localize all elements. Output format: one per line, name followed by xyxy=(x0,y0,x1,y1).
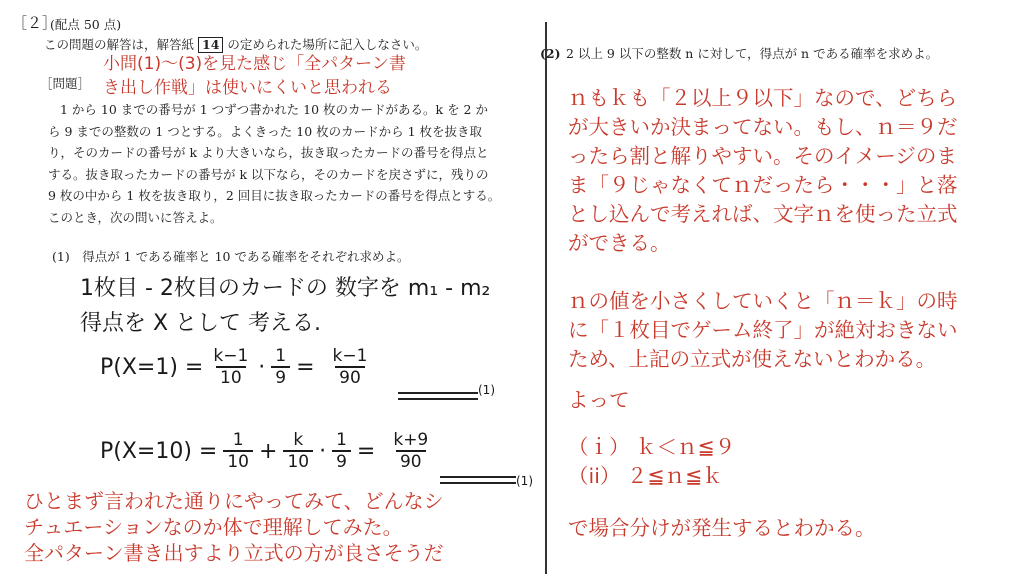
problem-line: する。抜き取ったカードの番号が k 以下なら，そのカードを戻さずに，残りの xyxy=(48,166,489,182)
problem-line: 1 から 10 までの番号が 1 つずつ書かれた 10 枚のカードがある。k を 2 か xyxy=(60,102,488,117)
right-para1-line: ができる。 xyxy=(568,231,671,255)
eq1-dot: · xyxy=(258,354,266,380)
eq1-frac2 xyxy=(271,346,290,388)
hand-line-2: 得点を X として 考える. xyxy=(80,311,322,336)
right-para1-line: ったら割と解りやすい。そのイメージのま xyxy=(568,144,957,168)
instruction-post: の定められた場所に記入しなさい。 xyxy=(227,37,428,52)
eq2-result xyxy=(389,430,432,472)
answer-sheet-number: 14 xyxy=(198,37,223,53)
eq2-tag: (1) xyxy=(516,474,533,488)
eq1-result xyxy=(329,346,372,388)
eq2-frac1 xyxy=(223,430,253,472)
eq1-lhs: P(X=1) = xyxy=(100,354,204,380)
bottom-annotation-line: チュエーションなのか体で理解してみた。 xyxy=(24,515,403,539)
page-divider xyxy=(545,22,547,574)
eq2-frac1-den: 10 xyxy=(223,450,253,472)
problem-line: このとき，次の問いに答えよ。 xyxy=(48,209,223,225)
points-label: (配点 50 点) xyxy=(50,17,122,32)
right-para2-line: ため、上記の立式が使えないとわかる。 xyxy=(568,347,937,371)
bottom-annotation xyxy=(24,488,444,566)
eq1-frac1 xyxy=(209,346,252,388)
hand-line-1: 1枚目 - 2枚目のカードの 数字を m₁ - m₂ xyxy=(80,276,491,301)
right-para1-line: とし込んで考えれば、文字ｎを使った立式 xyxy=(568,202,958,226)
question-2: 2 以上 9 以下の整数 n に対して，得点が n である確率を求めよ。 xyxy=(566,46,939,61)
problem-number: ［２］ xyxy=(12,14,58,32)
eq2-frac3-den: 9 xyxy=(332,450,351,472)
problem-body xyxy=(48,99,500,228)
eq2-result-num: k+9 xyxy=(393,430,429,450)
bottom-annotation-line: ひとまず言われた通りにやってみて、どんなシ xyxy=(24,489,444,513)
right-para1-line: が大きいか決まってない。もし、ｎ＝９だ xyxy=(568,115,958,139)
right-para2-line: ｎの値を小さくしていくと「ｎ＝ｋ」の時 xyxy=(568,289,958,313)
eq2-result-den: 90 xyxy=(396,450,426,472)
eq2-equals: = xyxy=(356,438,376,464)
right-case-2: （ii） ２≦ｎ≦ｋ xyxy=(568,464,723,488)
problem-line: ら 9 までの整数の 1 つとする。よくきった 10 枚のカードから 1 枚を抜き取 xyxy=(48,123,483,139)
equation-p1 xyxy=(100,346,377,388)
eq2-answer-underline xyxy=(440,476,516,484)
eq2-frac2 xyxy=(283,430,313,472)
eq1-frac2-num: 1 xyxy=(275,346,287,366)
eq2-frac1-num: 1 xyxy=(232,430,244,450)
instruction-pre: この問題の解答は，解答紙 xyxy=(44,37,195,52)
right-para2-line: に「１枚目でゲーム終了」が絶対おきない xyxy=(568,318,958,342)
eq2-frac2-den: 10 xyxy=(283,450,313,472)
left-annotation-line: 小問(1)〜(3)を見た感じ「全パターン書 xyxy=(103,54,406,74)
right-para1-line: ｎもｋも「２以上９以下」なので、どちら xyxy=(568,86,958,110)
left-annotation xyxy=(103,52,406,100)
eq2-lhs: P(X=10) = xyxy=(100,438,218,464)
problem-heading: ［問題］ xyxy=(40,76,91,91)
eq2-frac2-num: k xyxy=(293,430,304,450)
left-annotation-line: き出し作戦」は使いにくいと思われる xyxy=(103,78,392,98)
right-conclusion: で場合分けが発生するとわかる。 xyxy=(568,516,876,540)
question-1: (1) 得点が 1 である確率と 10 である確率をそれぞれ求めよ。 xyxy=(52,249,410,264)
right-para1-line: ま「９じゃなくてｎだったら・・・」と落 xyxy=(568,173,958,197)
eq1-result-den: 90 xyxy=(335,366,365,388)
eq1-frac1-den: 10 xyxy=(216,366,246,388)
eq1-answer-underline xyxy=(398,392,478,400)
problem-line: 9 枚の中から 1 枚を抜き取り，2 回目に抜き取ったカードの番号を得点とする。 xyxy=(48,188,501,203)
question-2-label: (2) xyxy=(540,46,561,61)
eq1-tag: (1) xyxy=(478,383,495,397)
eq2-frac3 xyxy=(332,430,351,472)
right-annotation xyxy=(568,84,958,543)
eq2-dot: · xyxy=(319,438,327,464)
problem-line: り，そのカードの番号が k より大きいなら，抜き取ったカードの番号を得点と xyxy=(48,145,489,160)
bottom-annotation-line: 全パターン書き出すより立式の方が良さそうだ xyxy=(24,541,444,565)
right-case-1: （ｉ） ｋ＜ｎ≦９ xyxy=(568,435,736,459)
equation-p10 xyxy=(100,430,438,472)
eq1-frac1-num: k−1 xyxy=(213,346,249,366)
eq1-equals: = xyxy=(296,354,315,380)
eq1-frac2-den: 9 xyxy=(271,366,290,388)
right-yotte: よって xyxy=(568,388,630,412)
eq1-result-num: k−1 xyxy=(332,346,368,366)
eq2-frac3-num: 1 xyxy=(336,430,347,450)
eq2-plus: + xyxy=(259,438,278,464)
